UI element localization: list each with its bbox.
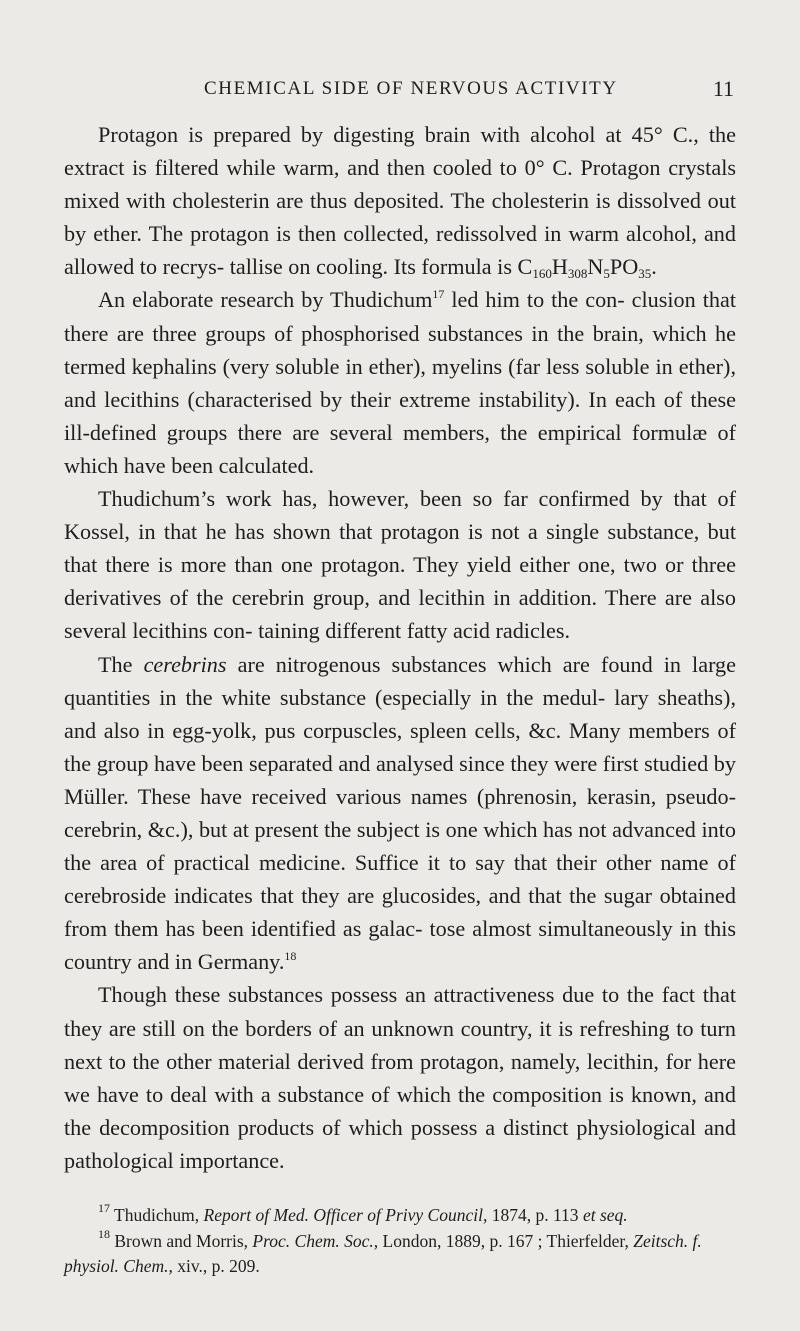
- paragraph-thudichum-research: An elaborate research by Thudichum$^{17}$ led him to the con- clusion that there are three groups of phosphorised substances in the brain, which he termed kephalins (very soluble in ether), myelins (far less soluble in ether), and lecithins (characterised by their extreme instability). In each of these ill-defined groups there are several members, the empirical formulæ of which have been calculated.: [64, 287, 736, 478]
- page-header: [0, 78, 800, 108]
- footnote-18: $^{18}$ Brown and Morris, Proc. Chem. Soc., London, 1889, p. 167 ; Thierfelder, Zeitsch. f. physiol. Chem., xiv., p. 209.: [64, 1226, 702, 1276]
- subscript-h: 308: [567, 266, 588, 282]
- subscript-n: 5: [603, 266, 610, 282]
- paragraph-lecithin: Though these substances possess an attractiveness due to the fact that they are still on the borders of an unknown country, it is refreshing to turn next to the other material derived from protagon, namely, lecithin, for here we have to deal with a substance of which the composition is known, and the decomposition products of which possess a distinct physiological and pathological importance.: [64, 982, 736, 1173]
- paragraph-kossel: Thudichum’s work has, however, been so far confirmed by that of Kossel, in that he has shown that protagon is not a single substance, but that there is more than one protagon. They yield either one, two or three derivatives of the cerebrin group, and lecithin in addition. There are also several lecithins con- taining different fatty acid radicles.: [64, 486, 736, 644]
- paragraph-protagon-preparation: Protagon is prepared by digesting brain with alcohol at 45° C., the extract is filtered while warm, and then cooled to 0° C. Protagon crystals mixed with cholesterin are thus deposited. The cholesterin is dissolved out by ether. The protagon is then collected, redissolved in warm alcohol, and allowed to recrys- tallise on cooling. Its formula is $C_{160}H_{308}N_5PO_{35}$.: [64, 122, 736, 282]
- footnotes: [64, 1203, 736, 1280]
- footnote-17: $^{17}$ Thudichum, Report of Med. Officer of Privy Council, 1874, p. 113 et seq.: [98, 1201, 628, 1225]
- body-text: [64, 118, 736, 1177]
- subscript-o: 35: [638, 266, 652, 282]
- page-number: 11: [712, 76, 734, 101]
- subscript-c: 160: [532, 266, 552, 282]
- footnote-ref-17[interactable]: 17: [432, 287, 445, 302]
- emphasis-cerebrins: cerebrins: [143, 651, 227, 677]
- paragraph-cerebrins: The cerebrins are nitrogenous substances which are found in large quantities in the white substance (especially in the medul- lary sheaths), and also in egg-yolk, pus corpuscles, spleen cells, &c. Many members of the group have been separated and analysed since they were first studied by Müller. These have received various names (phrenosin, kerasin, pseudo-cerebrin, &c.), but at present the subject is one which has not advanced into the area of practical medicine. Suffice it to say that their other name of cerebroside indicates that they are glucosides, and that the sugar obtained from them has been identified as galac- tose almost simultaneously in this country and in Germany.$^{18}$: [64, 651, 737, 975]
- footnote-ref-18[interactable]: 18: [284, 949, 297, 964]
- running-title: CHEMICAL SIDE OF NERVOUS ACTIVITY: [204, 78, 618, 99]
